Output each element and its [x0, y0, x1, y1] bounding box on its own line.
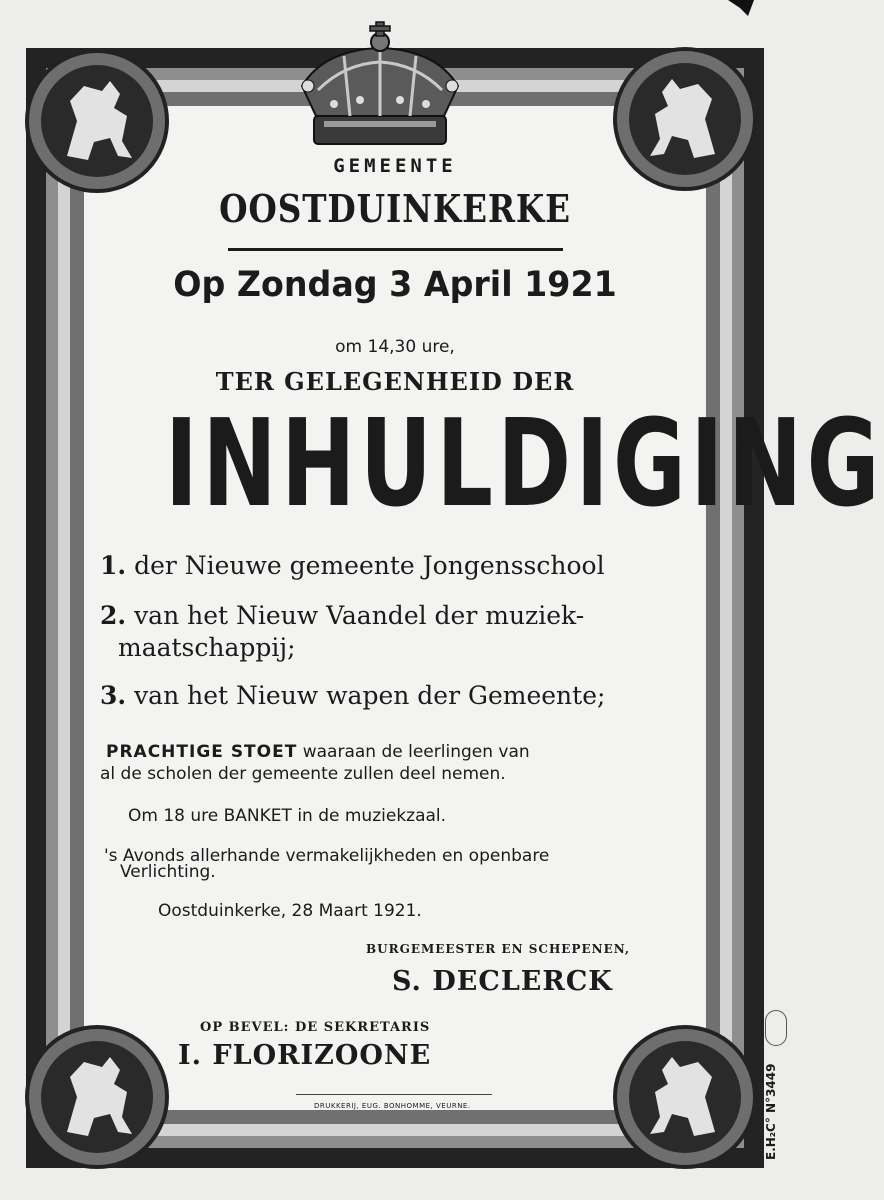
parade-line [106, 742, 530, 762]
place-date: Oostduinkerke, 28 Maart 1921. [158, 901, 422, 921]
item-number: 2. [100, 601, 127, 630]
occasion-line: TER GELEGENHEID DER [215, 367, 575, 396]
item-number: 1. [100, 551, 127, 580]
municipality-label: GEMEENTE [333, 155, 457, 177]
banquet-line: Om 18 ure BANKET in de muziekzaal. [128, 806, 447, 826]
crown-icon [294, 20, 466, 148]
parade-rest: waaraan de leerlingen van [302, 742, 530, 762]
parade-caps: PRACHTIGE STOET [106, 742, 298, 762]
archive-stamp [765, 1010, 787, 1046]
item-number: 3. [100, 681, 127, 710]
item-continuation: maatschappij; [118, 633, 296, 662]
secretary-name: I. FLORIZOONE [178, 1040, 432, 1071]
event-time: om 14,30 ure, [335, 337, 455, 357]
lion-emblem-icon [22, 1022, 172, 1172]
corner-tear [720, 0, 760, 18]
mayor-name: S. DECLERCK [392, 966, 613, 997]
list-item [100, 551, 605, 580]
catalog-number: E.H₂C° N°3449 [764, 1063, 778, 1160]
item-text: der Nieuwe gemeente Jongensschool [134, 551, 605, 580]
list-item [100, 681, 605, 710]
header-rule [228, 248, 563, 251]
authority-label: BURGEMEESTER EN SCHEPENEN, [366, 942, 631, 956]
evening-line-2: Verlichting. [120, 862, 216, 882]
town-name: OOSTDUINKERKE [219, 186, 571, 231]
headline: INHULDIGING [164, 395, 884, 534]
item-text: van het Nieuw wapen der Gemeente; [134, 681, 606, 710]
printer-credit: DRUKKERIJ, EUG. BONHOMME, VEURNE. [314, 1102, 471, 1110]
list-item [100, 601, 584, 630]
by-order-label: OP BEVEL: DE SEKRETARIS [200, 1020, 431, 1035]
event-date: Op Zondag 3 April 1921 [173, 265, 617, 305]
evening-line-1: 's Avonds allerhande vermakelijkheden en openbare [104, 846, 550, 866]
parade-line-2: al de scholen der gemeente zullen deel nemen. [100, 764, 506, 784]
printer-rule [296, 1094, 492, 1095]
lion-emblem-icon [610, 1022, 760, 1172]
item-text: van het Nieuw Vaandel der muziek- [134, 601, 585, 630]
